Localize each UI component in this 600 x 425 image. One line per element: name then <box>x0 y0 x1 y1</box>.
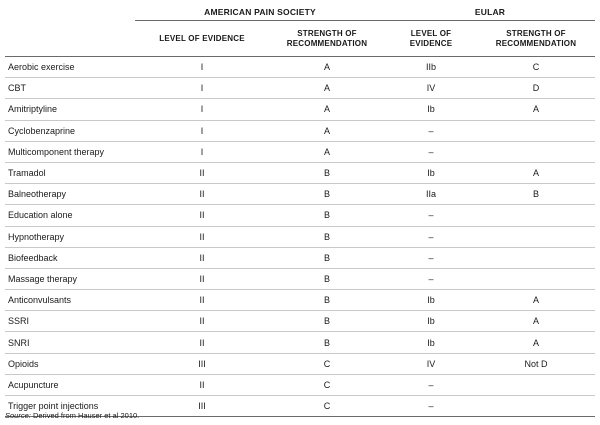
therapy-cell: Hypnotherapy <box>5 226 135 247</box>
eular-level-cell: – <box>385 141 477 162</box>
table-row <box>5 268 595 289</box>
eular-level-cell: IIb <box>385 57 477 78</box>
recommendations-table-container <box>5 3 595 417</box>
eular-strength-cell <box>477 247 595 268</box>
aps-level-cell: I <box>135 120 269 141</box>
therapy-cell: Opioids <box>5 353 135 374</box>
table-row <box>5 205 595 226</box>
eular-level-cell: – <box>385 374 477 395</box>
eular-level-cell: Ib <box>385 99 477 120</box>
aps-strength-cell: B <box>269 162 385 183</box>
therapy-cell: SNRI <box>5 332 135 353</box>
empty-corner-cell <box>5 3 135 21</box>
eular-level-cell: Ib <box>385 162 477 183</box>
therapy-cell: Balneotherapy <box>5 184 135 205</box>
eular-strength-cell <box>477 374 595 395</box>
eular-strength-header-line1: STRENGTH OF <box>506 28 566 38</box>
aps-level-cell: II <box>135 374 269 395</box>
table-row <box>5 353 595 374</box>
table-row <box>5 57 595 78</box>
eular-level-header-line1: LEVEL OF <box>410 28 452 38</box>
table-row <box>5 120 595 141</box>
therapy-cell: Multicomponent therapy <box>5 141 135 162</box>
therapy-cell: Aerobic exercise <box>5 57 135 78</box>
aps-level-cell: I <box>135 57 269 78</box>
aps-strength-cell: A <box>269 57 385 78</box>
eular-level-cell: IV <box>385 353 477 374</box>
therapy-column-header <box>5 21 135 57</box>
eular-level-cell: – <box>385 268 477 289</box>
aps-strength-cell: B <box>269 332 385 353</box>
therapy-cell: Acupuncture <box>5 374 135 395</box>
table-row <box>5 78 595 99</box>
table-row <box>5 332 595 353</box>
aps-level-cell: III <box>135 396 269 417</box>
aps-level-cell: II <box>135 268 269 289</box>
aps-level-cell: II <box>135 226 269 247</box>
therapy-cell: Biofeedback <box>5 247 135 268</box>
eular-strength-cell <box>477 396 595 417</box>
aps-strength-cell: B <box>269 205 385 226</box>
aps-level-cell: II <box>135 290 269 311</box>
aps-strength-cell: B <box>269 311 385 332</box>
table-row <box>5 99 595 120</box>
therapy-cell: CBT <box>5 78 135 99</box>
aps-strength-header-line1: STRENGTH OF <box>297 28 357 38</box>
eular-strength-cell: Not D <box>477 353 595 374</box>
source-text: Derived from Hauser et al 2010. <box>30 411 140 420</box>
aps-strength-cell: B <box>269 268 385 289</box>
eular-level-cell: – <box>385 120 477 141</box>
eular-level-cell: Ib <box>385 332 477 353</box>
eular-level-cell: IIa <box>385 184 477 205</box>
eular-level-cell: – <box>385 226 477 247</box>
eular-level-cell: – <box>385 396 477 417</box>
eular-strength-cell: A <box>477 332 595 353</box>
aps-strength-cell: C <box>269 353 385 374</box>
eular-strength-cell <box>477 205 595 226</box>
eular-level-cell: – <box>385 247 477 268</box>
eular-strength-cell <box>477 226 595 247</box>
aps-strength-cell: B <box>269 184 385 205</box>
eular-level-cell: Ib <box>385 290 477 311</box>
group-header-eular: EULAR <box>385 3 595 21</box>
aps-strength-cell: B <box>269 290 385 311</box>
aps-level-header <box>135 21 269 57</box>
eular-level-cell: IV <box>385 78 477 99</box>
eular-level-header <box>385 21 477 57</box>
aps-level-cell: I <box>135 78 269 99</box>
eular-strength-cell: C <box>477 57 595 78</box>
aps-strength-cell: A <box>269 99 385 120</box>
aps-strength-header <box>269 21 385 57</box>
table-row <box>5 311 595 332</box>
therapy-cell: SSRI <box>5 311 135 332</box>
aps-level-cell: I <box>135 99 269 120</box>
aps-strength-cell: A <box>269 120 385 141</box>
table-row <box>5 184 595 205</box>
eular-level-cell: – <box>385 205 477 226</box>
aps-strength-cell: C <box>269 374 385 395</box>
eular-strength-header-line2: RECOMMENDATION <box>495 38 577 48</box>
eular-strength-header <box>477 21 595 57</box>
aps-strength-cell: B <box>269 226 385 247</box>
aps-strength-cell: B <box>269 247 385 268</box>
group-header-aps: AMERICAN PAIN SOCIETY <box>135 3 385 21</box>
aps-level-cell: III <box>135 353 269 374</box>
aps-strength-cell: C <box>269 396 385 417</box>
source-note <box>5 411 139 420</box>
aps-level-header-line1: LEVEL OF EVIDENCE <box>159 33 245 43</box>
eular-strength-cell: A <box>477 290 595 311</box>
aps-level-cell: II <box>135 205 269 226</box>
table-row <box>5 226 595 247</box>
therapy-cell: Massage therapy <box>5 268 135 289</box>
aps-strength-cell: A <box>269 141 385 162</box>
group-header-row <box>5 3 595 21</box>
eular-strength-cell: A <box>477 311 595 332</box>
aps-level-cell: II <box>135 184 269 205</box>
aps-level-cell: II <box>135 332 269 353</box>
therapy-cell: Trigger point injections <box>5 396 135 417</box>
eular-level-header-line2: EVIDENCE <box>409 38 453 48</box>
table-row <box>5 290 595 311</box>
therapy-cell: Tramadol <box>5 162 135 183</box>
recommendations-table <box>5 3 595 417</box>
table-row <box>5 374 595 395</box>
eular-strength-cell: B <box>477 184 595 205</box>
eular-strength-cell <box>477 120 595 141</box>
table-header <box>5 3 595 57</box>
aps-level-cell: II <box>135 162 269 183</box>
table-row <box>5 247 595 268</box>
table-body <box>5 57 595 417</box>
aps-strength-header-line2: RECOMMENDATION <box>286 38 368 48</box>
eular-strength-cell <box>477 141 595 162</box>
aps-level-cell: II <box>135 247 269 268</box>
therapy-cell: Education alone <box>5 205 135 226</box>
eular-strength-cell <box>477 268 595 289</box>
aps-strength-cell: A <box>269 78 385 99</box>
eular-strength-cell: A <box>477 99 595 120</box>
table-row <box>5 141 595 162</box>
therapy-cell: Cyclobenzaprine <box>5 120 135 141</box>
therapy-cell: Amitriptyline <box>5 99 135 120</box>
eular-level-cell: Ib <box>385 311 477 332</box>
aps-level-cell: I <box>135 141 269 162</box>
eular-strength-cell: A <box>477 162 595 183</box>
therapy-cell: Anticonvulsants <box>5 290 135 311</box>
eular-strength-cell: D <box>477 78 595 99</box>
table-row <box>5 162 595 183</box>
aps-level-cell: II <box>135 311 269 332</box>
sub-header-row <box>5 21 595 57</box>
source-label: Source: <box>5 411 31 420</box>
